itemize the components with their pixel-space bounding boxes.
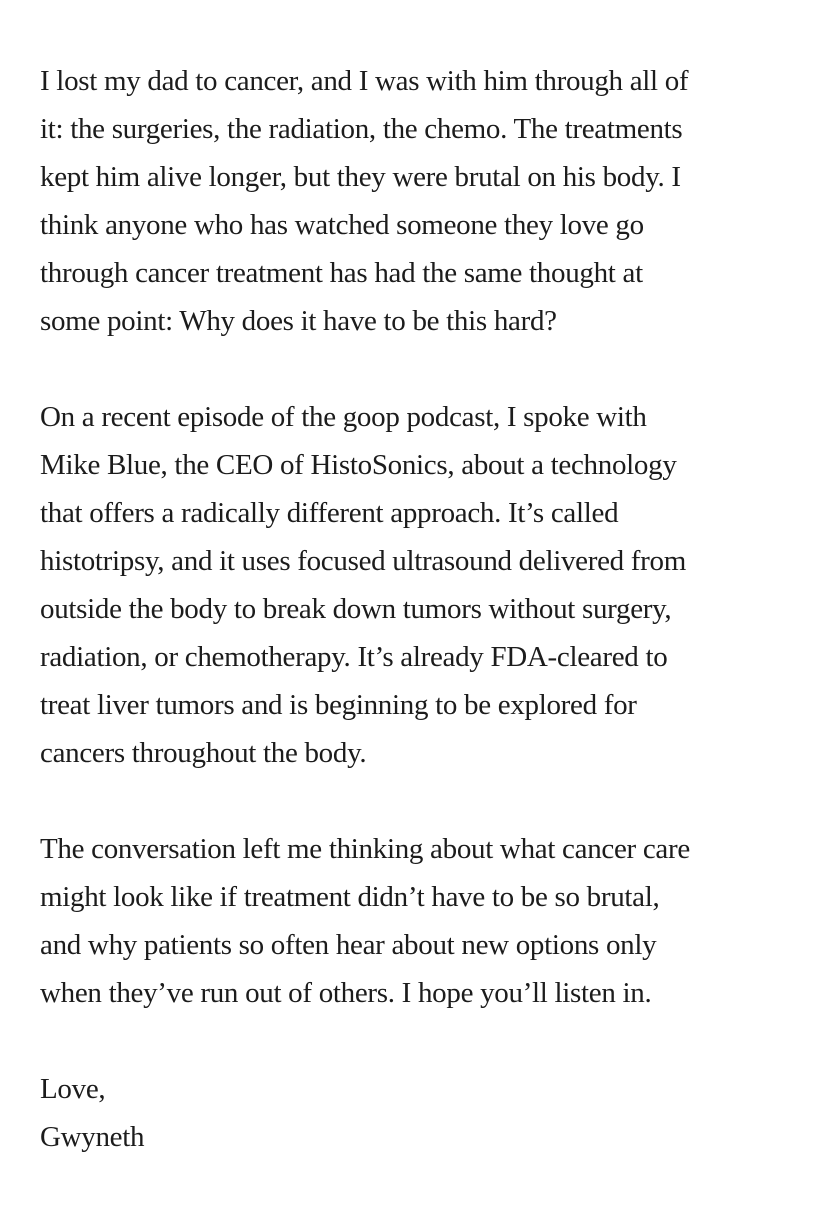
closing-text: Love,: [40, 1073, 106, 1105]
text-line: Mike Blue, the CEO of HistoSonics, about a technology: [40, 449, 677, 481]
paragraph-podcast-intro: [40, 393, 800, 777]
paragraph-reflection: [40, 825, 800, 1017]
text-line: The conversation left me thinking about what cancer care: [40, 833, 690, 865]
text-line: might look like if treatment didn’t have to be so brutal,: [40, 881, 660, 913]
text-line: I lost my dad to cancer, and I was with him through all of: [40, 65, 689, 97]
signoff: [40, 1065, 800, 1161]
text-line: kept him alive longer, but they were brutal on his body. I: [40, 161, 681, 193]
text-line: cancers throughout the body.: [40, 737, 367, 769]
text-line: and why patients so often hear about new options only: [40, 929, 657, 961]
text-line: radiation, or chemotherapy. It’s already FDA-cleared to: [40, 641, 668, 673]
text-line: through cancer treatment has had the same thought at: [40, 257, 643, 289]
text-line: think anyone who has watched someone they love go: [40, 209, 644, 241]
text-line: that offers a radically different approach. It’s called: [40, 497, 619, 529]
text-line: outside the body to break down tumors without surgery,: [40, 593, 672, 625]
text-line: histotripsy, and it uses focused ultrasound delivered from: [40, 545, 686, 577]
text-line: when they’ve run out of others. I hope you’ll listen in.: [40, 977, 652, 1009]
text-line: treat liver tumors and is beginning to be explored for: [40, 689, 637, 721]
text-line: some point: Why does it have to be this hard?: [40, 305, 557, 337]
letter-body: [40, 57, 800, 1161]
text-line: it: the surgeries, the radiation, the chemo. The treatments: [40, 113, 683, 145]
signature-name: Gwyneth: [40, 1121, 145, 1153]
text-line: On a recent episode of the goop podcast, I spoke with: [40, 401, 647, 433]
paragraph-personal-story: [40, 57, 800, 345]
